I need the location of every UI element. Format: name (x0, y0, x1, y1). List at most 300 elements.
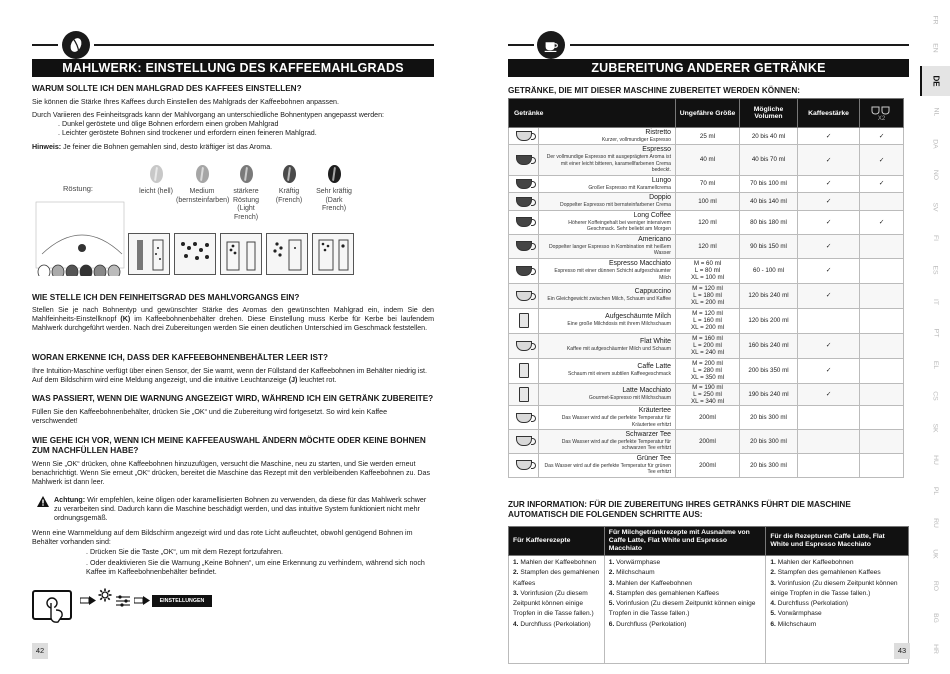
beverage-strength-check: ✓ (798, 358, 860, 383)
light-ref: (J) (288, 376, 298, 385)
beverage-size: 100 ml (676, 193, 740, 211)
beverage-name: Doppio (649, 194, 671, 202)
roast-dark-french (316, 165, 352, 214)
language-tab-fr[interactable] (920, 8, 950, 32)
coffee-bean-icon (62, 31, 90, 59)
bean-icon (150, 165, 163, 183)
beverage-row (509, 211, 904, 235)
beverage-description: Das Wasser wird auf die perfekte Temperatur für Kräutertee erhitzt (561, 415, 671, 428)
beverage-name: Espresso Macchiato (608, 260, 671, 268)
beverage-volume: 120 bis 200 ml (740, 308, 798, 333)
beverage-size: 200ml (676, 406, 740, 430)
step-number: 3. (770, 579, 778, 587)
language-tab-label: PT (932, 328, 939, 338)
beverage-row (509, 283, 904, 308)
language-tab-sk[interactable] (920, 416, 950, 440)
beverage-volume: 40 bis 70 ml (740, 145, 798, 175)
beverage-cup-cell (509, 333, 539, 358)
cup-icon (516, 460, 532, 470)
steps-table (508, 526, 909, 664)
beverage-name: Kräutertee (638, 407, 671, 415)
beverage-row (509, 430, 904, 454)
cup-icon (516, 291, 532, 301)
bean-icon (196, 165, 209, 183)
beverage-size: 70 ml (676, 175, 740, 192)
beverage-cup-cell (509, 211, 539, 235)
col-x2-label: X2 (877, 115, 886, 122)
beverage-row (509, 258, 904, 283)
grind-level-2 (174, 233, 216, 275)
step-text: Vorinfusion (Zu diesem Zeitpunkt können einige Tropfen in die Tasse fallen.) (770, 579, 898, 597)
cup-icon (516, 341, 532, 351)
col-strength: Kaffeestärke (798, 99, 860, 128)
left-page (0, 0, 468, 674)
col-x2 (860, 99, 904, 128)
arrow-right-icon (80, 596, 96, 605)
language-tab-pl[interactable] (920, 479, 950, 503)
cup-icon (519, 313, 529, 328)
beverage-x2-check (860, 308, 904, 333)
step-item (609, 579, 762, 589)
language-tab-ro[interactable] (920, 574, 950, 598)
beverage-cup-cell (509, 128, 539, 145)
roast-medium-label: Medium (bernsteinfarben) (176, 188, 230, 204)
beverage-name-cell (539, 453, 676, 477)
steps-col-milk: Für Milchgetränkrezepte mit Ausnahme von Caffe Latte, Flat White und Espresso Macchiato (604, 527, 766, 556)
beverage-name-cell (539, 406, 676, 430)
beverage-size: M = 190 ml L = 250 ml XL = 340 ml (676, 383, 740, 406)
beverage-strength-check (798, 453, 860, 477)
para-sensor-b: leuchtet rot. (297, 376, 337, 385)
beverage-description: Doppelter Espresso mit bernsteinfarbener Crema (560, 202, 671, 209)
beverage-cup-cell (509, 406, 539, 430)
beverage-row (509, 175, 904, 192)
beverage-x2-check (860, 383, 904, 406)
cup-icon (519, 387, 529, 402)
beverage-description: Ein Gleichgewicht zwischen Milch, Schaum und Kaffee (547, 296, 671, 303)
warning-text: Wir empfehlen, keine öligen oder karamellisierten Bohnen zu verwenden, da diese für das Mahlwerk schwer zu verarbeiten sind. Dadurch kann die Maschine beschädigt werden, und das intuitive System funktioniert nicht mehr ordnungsgemäß. (54, 496, 427, 523)
step-item (609, 589, 762, 599)
beverage-row (509, 358, 904, 383)
beverage-name: Espresso (642, 146, 671, 154)
step-text: Milchschaum (616, 569, 655, 577)
page-number-left: 42 (32, 643, 48, 659)
beverage-volume: 20 bis 300 ml (740, 453, 798, 477)
language-tab-no[interactable] (920, 163, 950, 187)
para-adjust (32, 306, 434, 334)
beverage-name-cell (539, 193, 676, 211)
beverage-x2-check (860, 234, 904, 258)
step-item (770, 579, 904, 600)
beverage-x2-check (860, 283, 904, 308)
step-text: Mahlen der Kaffeebohnen (520, 559, 597, 566)
beverage-cup-cell (509, 175, 539, 192)
beverage-volume: 80 bis 180 ml (740, 211, 798, 235)
bean-icon (283, 165, 296, 183)
beverage-name-cell (539, 383, 676, 406)
coffee-cup-icon (537, 31, 565, 59)
step-item (513, 589, 600, 620)
cup-icon (519, 363, 529, 378)
beverage-description: Großer Espresso mit Karamellcrema (588, 184, 671, 191)
beverage-volume: 190 bis 240 ml (740, 383, 798, 406)
beverage-name-cell (539, 258, 676, 283)
beverage-cup-cell (509, 283, 539, 308)
beverage-name: Cappuccino (634, 288, 671, 296)
beverage-name-cell (539, 175, 676, 192)
beverage-x2-check (860, 358, 904, 383)
bullet-dark-beans: . Dunkel geröstete und ölige Bohnen erfordern einen groben Mahlgrad (58, 120, 279, 128)
heading-empty-container: WORAN ERKENNE ICH, DASS DER KAFFEEBOHNENBEHÄLTER LEER IST? (32, 353, 328, 362)
language-tab-label: FI (931, 235, 939, 242)
beverages-header-row (509, 99, 904, 128)
beverage-strength-check: ✓ (798, 383, 860, 406)
language-tab-en[interactable] (920, 36, 950, 60)
beverage-strength-check: ✓ (798, 258, 860, 283)
step-item (609, 568, 762, 578)
language-tab-label: FR (932, 15, 939, 25)
beverage-name-cell (539, 211, 676, 235)
cup-icon (516, 179, 532, 189)
beverage-x2-check (860, 406, 904, 430)
roast-light-label: leicht (hell) (139, 188, 173, 195)
beverage-strength-check: ✓ (798, 128, 860, 145)
beverage-size: M = 120 ml L = 180 ml XL = 200 ml (676, 283, 740, 308)
beverage-strength-check: ✓ (798, 211, 860, 235)
beverage-row (509, 308, 904, 333)
language-tab-label: PL (931, 487, 939, 496)
para-adjust-b: im Kaffeebohnenbehälter drehen. Diese Einstellung muss Kerbe für Kerbe bei laufendem Mahlwerk durchgeführt werden. Nach drei Zubereitungen werden Sie einen deutlichen Unterschied im Geschmack feststellen. (32, 315, 434, 333)
step-item (770, 609, 904, 619)
steps-row (509, 556, 909, 664)
step-item (513, 620, 600, 630)
header-rule-left-r (508, 44, 534, 46)
para-grind-intro: Sie können die Stärke Ihres Kaffees durch Einstellen des Mahlgrads der Kaffeebohnen anpassen. (32, 98, 339, 106)
col-drinks: Getränke (509, 99, 676, 128)
beverage-cup-cell (509, 308, 539, 333)
beverage-row (509, 383, 904, 406)
drinks-subtitle: GETRÄNKE, DIE MIT DIESER MASCHINE ZUBEREITET WERDEN KÖNNEN: (508, 86, 801, 95)
cup-icon (516, 266, 532, 276)
step-number: 1. (513, 559, 521, 566)
header-rule-right-r (570, 44, 909, 46)
beverage-row (509, 145, 904, 175)
section-title: MAHLWERK: EINSTELLUNG DES KAFFEEMAHLGRADS (32, 59, 434, 77)
language-tab-uk[interactable] (920, 542, 950, 566)
bullet-light-beans: . Leichter geröstete Bohnen sind trockener und erfordern einen feineren Mahlgrad. (58, 129, 317, 137)
beverage-x2-check: ✓ (860, 128, 904, 145)
beverage-volume: 20 bis 40 ml (740, 128, 798, 145)
beverage-size: 40 ml (676, 145, 740, 175)
beverage-name-cell (539, 128, 676, 145)
bean-icon (328, 165, 341, 183)
beverage-description: Kaffee mit aufgeschäumter Milch und Schaum (566, 346, 671, 353)
language-tab-hu[interactable] (920, 448, 950, 472)
gear-icon (98, 588, 112, 602)
beverage-cup-cell (509, 258, 539, 283)
language-tab-label: DA (931, 138, 939, 149)
beverage-name: Caffe Latte (637, 363, 671, 371)
warning-label: Achtung: (54, 496, 86, 504)
beverage-description: Schaum mit einem subtilen Kaffeegeschmack (568, 371, 671, 378)
step-text: Vorinfusion (Zu diesem Zeitpunkt können einige Tropfen in die Tasse fallen.) (513, 589, 594, 618)
cup-icon (516, 217, 532, 227)
beverage-name: Grüner Tee (636, 454, 671, 462)
beverage-strength-check (798, 430, 860, 454)
beverage-x2-check (860, 453, 904, 477)
step-text: Stampfen des gemahlenen Kaffees (777, 569, 881, 577)
language-tab-label: SV (931, 202, 939, 212)
beverage-x2-check (860, 430, 904, 454)
cup-icon (516, 436, 532, 446)
beverage-name-cell (539, 283, 676, 308)
bullet-disable-warning: . Oder deaktivieren Sie die Warnung „Keine Bohnen“, um eine Erkennung zu verhindern, während sich noch Kaffee im Kaffeebohnenbehälter befindet. (86, 559, 425, 577)
beverage-cup-cell (509, 234, 539, 258)
step-number: 2. (770, 569, 778, 577)
beverage-name-cell (539, 308, 676, 333)
beverage-name: Lungo (651, 176, 671, 184)
step-item (513, 568, 600, 589)
steps-milk (604, 556, 766, 664)
roast-label: Röstung: (63, 184, 94, 193)
beverage-description: Doppelter langer Espresso in Kombination mit heißem Wasser (548, 243, 671, 257)
beverage-volume: 60 - 100 ml (740, 258, 798, 283)
language-tab-da[interactable] (920, 132, 950, 156)
step-number: 5. (608, 600, 617, 608)
beverage-size: M = 120 ml L = 160 ml XL = 200 ml (676, 308, 740, 333)
beverage-volume: 70 bis 100 ml (740, 175, 798, 192)
language-tab-bg[interactable] (920, 606, 950, 630)
step-number: 6. (770, 620, 778, 628)
step-number: 3. (608, 579, 617, 587)
language-tab-label: CS (931, 391, 939, 402)
step-text: Durchfluss (Perkolation) (616, 620, 687, 628)
step-text: Stampfen des gemahlenen Kaffees (513, 569, 600, 587)
beverage-row (509, 128, 904, 145)
language-tab-sv[interactable] (920, 195, 950, 219)
cup-icon (516, 197, 532, 207)
bullet-press-ok: . Drücken Sie die Taste „OK“, um mit dem Rezept fortzufahren. (86, 548, 283, 556)
beverage-name: Ristretto (645, 129, 671, 136)
language-tab-hr[interactable] (920, 637, 950, 661)
beverage-name: Americano (638, 235, 671, 243)
language-tab-de[interactable] (920, 66, 950, 96)
beverage-row (509, 333, 904, 358)
beverage-x2-check (860, 333, 904, 358)
beverage-description: Gourmet-Espresso mit Milchschaum (588, 395, 671, 402)
cup-icon (516, 131, 532, 141)
roast-light-french (226, 165, 266, 222)
para-refill: Füllen Sie den Kaffeebohnenbehälter, drücken Sie „OK“ und die Zubereitung wird fortgesetzt. So wird kein Kaffee verschwendet! (32, 408, 388, 426)
warning-icon (36, 495, 50, 513)
beverage-strength-check: ✓ (798, 283, 860, 308)
step-item (770, 558, 904, 568)
roast-light (138, 165, 174, 197)
beverage-volume: 20 bis 300 ml (740, 430, 798, 454)
step-text: Durchfluss (Perkolation) (777, 600, 849, 608)
beverage-volume: 200 bis 350 ml (740, 358, 798, 383)
para-sensor (32, 367, 434, 385)
step-number: 6. (608, 620, 617, 628)
language-tab-it[interactable] (920, 290, 950, 314)
language-tab-nl[interactable] (920, 100, 950, 124)
beverage-x2-check: ✓ (860, 211, 904, 235)
beverage-description: Eine große Milchdosis mit ihrem Milchschaum (567, 321, 671, 328)
step-item (609, 599, 762, 620)
language-tab-label: EL (931, 360, 939, 369)
step-text: Vorwärmphase (616, 559, 661, 566)
beverage-strength-check: ✓ (798, 234, 860, 258)
warning-paragraph (54, 496, 434, 524)
steps-coffee (509, 556, 605, 664)
beverage-volume: 90 bis 150 ml (740, 234, 798, 258)
beverage-strength-check: ✓ (798, 193, 860, 211)
language-tab-label: EN (931, 43, 939, 53)
step-text: Durchfluss (Perkolation) (520, 620, 591, 628)
para-fineness: Durch Variieren des Feinheitsgrads kann der Mahlvorgang an unterschiedliche Bohnentypen angepasst werden: (32, 111, 385, 119)
beverage-size: 200ml (676, 453, 740, 477)
step-text: Vorwärmphase (777, 610, 822, 618)
beverage-name-cell (539, 145, 676, 175)
step-number: 2. (513, 569, 521, 577)
step-text: Milchschaum (777, 620, 817, 628)
beverage-name-cell (539, 234, 676, 258)
roast-light-french-label: stärkere Röstung (Light French) (232, 188, 260, 221)
beverage-description: Kurzer, vollmundiger Espresso (601, 137, 671, 143)
beverage-row (509, 453, 904, 477)
beverage-size: 120 ml (676, 234, 740, 258)
page-number-right: 43 (894, 643, 910, 659)
cup-icon (516, 241, 532, 251)
beverage-row (509, 193, 904, 211)
step-item (770, 599, 904, 609)
heading-change-selection: WIE GEHE ICH VOR, WENN ICH MEINE KAFFEEAUSWAHL ÄNDERN MÖCHTE ODER KEINE BOHNEN ZUM NACHFÜLLEN HABE? (32, 436, 426, 455)
heading-how-adjust: WIE STELLE ICH DEN FEINHEITSGRAD DES MAHLVORGANGS EIN? (32, 293, 300, 302)
arrow-right-icon (134, 596, 150, 605)
beverage-size: M = 160 ml L = 200 ml XL = 240 ml (676, 333, 740, 358)
language-tab-ru[interactable] (920, 511, 950, 535)
beverage-cup-cell (509, 453, 539, 477)
beverage-size: 120 ml (676, 211, 740, 235)
step-number: 1. (608, 559, 617, 566)
beverage-name-cell (539, 358, 676, 383)
beverage-name: Aufgeschäumte Milch (605, 313, 671, 321)
para-adjust-a: Stellen Sie je nach Bohnentyp und gewünschter Stärke des Aromas den gewünschten Mahlgrad ein, indem Sie den Mahlfeinheits-Einstellknopf (32, 306, 434, 324)
beverage-name-cell (539, 333, 676, 358)
beverage-cup-cell (509, 145, 539, 175)
beverage-size: 25 ml (676, 128, 740, 145)
step-number: 3. (513, 589, 521, 597)
hint-label: Hinweis: (32, 143, 62, 151)
para-sensor-a: Ihre Intuition-Maschine verfügt über einen Sensor, der Sie warnt, wenn der Füllstand der Kaffeebohnen im Behälter niedrig ist. Auf dem Bildschirm wird eine Meldung angezeigt, und die intuitive Leuchtanzeige (32, 367, 427, 385)
step-item (513, 558, 600, 568)
language-tab-label: HU (931, 454, 939, 465)
beverage-strength-check: ✓ (798, 175, 860, 192)
beverage-name-cell (539, 430, 676, 454)
settings-button[interactable]: EINSTELLUNGEN (152, 595, 212, 607)
roast-french (272, 165, 306, 205)
beverage-volume: 40 bis 140 ml (740, 193, 798, 211)
step-number: 4. (513, 620, 521, 628)
beverage-row (509, 234, 904, 258)
cup-icon (516, 413, 532, 423)
beverage-size: M = 60 ml L = 80 ml XL = 100 ml (676, 258, 740, 283)
language-tab-label: RU (931, 517, 939, 528)
heading-warning-while-brewing: WAS PASSIERT, WENN DIE WARNUNG ANGEZEIGT WIRD, WÄHREND ICH EIN GETRÄNK ZUBEREITE? (32, 394, 434, 403)
beverage-description: Höherer Koffeingehalt bei weniger intensivem Geschmack. Sehr beliebt am Morgen (568, 220, 671, 233)
beverage-volume: 20 bis 300 ml (740, 406, 798, 430)
header-rule-left (32, 44, 58, 46)
steps-col-latte: Für die Rezepturen Caffe Latte, Flat White und Espresso Macchiato (766, 527, 909, 556)
hint-text: Je feiner die Bohnen gemahlen sind, desto kräftiger ist das Aroma. (61, 143, 273, 151)
col-size: Ungefähre Größe (676, 99, 740, 128)
grind-level-3 (220, 233, 262, 275)
grinder-dial-illustration (32, 160, 132, 275)
beverage-volume: 120 bis 240 ml (740, 283, 798, 308)
beverage-name: Long Coffee (633, 212, 671, 220)
heading-why-grind: WARUM SOLLTE ICH DEN MAHLGRAD DES KAFFEES EINSTELLEN? (32, 84, 302, 93)
beverage-cup-cell (509, 193, 539, 211)
beverage-strength-check (798, 406, 860, 430)
para-ok-restart: Wenn Sie „OK“ drücken, ohne Kaffeebohnen hinzuzufügen, versucht die Maschine, neu zu starten, und Sie werden erneut benachrichtigt. Wenn Sie erneut „OK“ drücken, bereitet die Maschine das Rezept mit den verbleibenden Kaffeebohnen zu. Das Mahlwerk ist dann leer. (32, 460, 431, 487)
language-tab-label: IT (931, 298, 939, 305)
language-tab-cs[interactable] (920, 384, 950, 408)
language-tab-label: NO (931, 170, 939, 181)
section-title-right: ZUBEREITUNG ANDERER GETRÄNKE (508, 59, 909, 77)
beverage-x2-check (860, 258, 904, 283)
beverage-description: Das Wasser wird auf die perfekte Temperatur für grünen Tee erhitzt (544, 462, 671, 476)
roast-french-label: Kräftig (French) (275, 188, 303, 204)
language-tab-label: NL (931, 107, 939, 117)
step-item (609, 558, 762, 568)
step-number: 4. (608, 589, 617, 597)
beverage-x2-check: ✓ (860, 175, 904, 192)
step-number: 2. (608, 569, 617, 577)
language-tab-label: UK (931, 549, 939, 560)
info-heading: ZUR INFORMATION: FÜR DIE ZUBEREITUNG IHRES GETRÄNKS FÜHRT DIE MASCHINE AUTOMATISCH DIE FOLGENDEN SCHRITTE AUS: (508, 500, 851, 519)
beverage-strength-check: ✓ (798, 145, 860, 175)
roast-medium (176, 165, 228, 205)
steps-latte (766, 556, 909, 664)
header-rule-right (94, 44, 434, 46)
para-warning-with-beans: Wenn eine Warnmeldung auf dem Bildschirm angezeigt wird und das rote Licht aufleuchtet, obwohl genügend Bohnen im Behälter vorhanden sind: (32, 529, 413, 547)
beverage-x2-check: ✓ (860, 145, 904, 175)
grind-level-4 (266, 233, 308, 275)
language-tab-pt[interactable] (920, 321, 950, 345)
beverage-cup-cell (509, 430, 539, 454)
beverages-table (508, 98, 904, 478)
language-tab-label: HR (931, 644, 939, 655)
steps-col-coffee: Für Kaffeerezepte (509, 527, 605, 556)
beverage-size: 200ml (676, 430, 740, 454)
step-item (770, 568, 904, 578)
step-text: Mahlen der Kaffeebohnen (777, 559, 854, 566)
step-item (609, 620, 762, 630)
beverage-description: Der vollmundige Espresso mit ausgeprägtem Aroma ist mit einer leicht bitteren, karamellfarbenen Crema bedeckt. (546, 154, 671, 174)
beverage-strength-check: ✓ (798, 333, 860, 358)
knob-ref: (K) (120, 315, 131, 324)
language-tab-fi[interactable] (920, 226, 950, 250)
beverage-name: Flat White (639, 338, 671, 346)
beverage-row (509, 406, 904, 430)
language-tab-es[interactable] (920, 258, 950, 282)
language-tab-el[interactable] (920, 353, 950, 377)
beverage-description: Espresso mit einer dünnen Schicht aufgeschäumter Milch (554, 268, 671, 281)
beverage-size: M = 200 ml L = 280 ml XL = 350 ml (676, 358, 740, 383)
touchscreen-tap-icon (32, 590, 72, 620)
roast-dark-french-label: Sehr kräftig (Dark French) (316, 188, 352, 212)
beverage-volume: 160 bis 240 ml (740, 333, 798, 358)
